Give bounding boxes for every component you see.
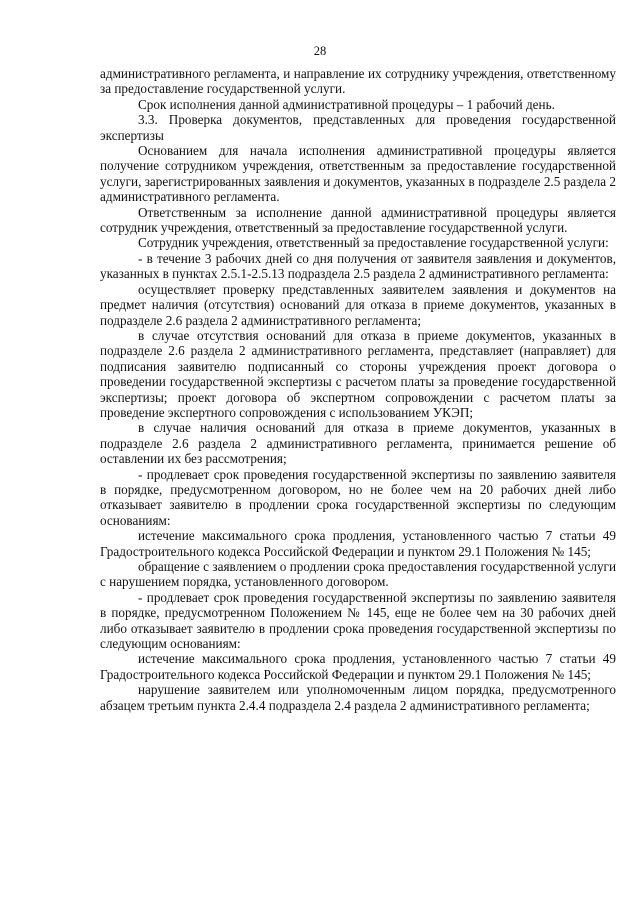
paragraph-deadline: Срок исполнения данной административной процедуры – 1 рабочий день. xyxy=(138,96,555,112)
section-heading-3-3: 3.3. Проверка документов, представленных для проведения государственной экспертизы xyxy=(100,112,616,143)
paragraph-responsible: Ответственным за исполнение данной административной процедуры является сотрудник учреждения, ответственный за предоставление государственной услуги. xyxy=(100,204,616,236)
paragraph-max-extension-1: истечение максимального срока продления, установленного частью 7 статьи 49 Градостроительного кодекса Российской Федерации и пунктом 29.1 Положения № 145; xyxy=(100,528,616,559)
paragraph-employee-duties: Сотрудник учреждения, ответственный за предоставление государственной услуги: xyxy=(138,235,609,251)
page-body xyxy=(100,66,616,713)
paragraph-continuation: административного регламента, и направление их сотруднику учреждения, ответственному за предоставление государственной услуги. xyxy=(100,66,616,97)
paragraph-violation-contract: обращение с заявлением о продлении срока предоставления государственной услуги с нарушением порядка, установленного договором. xyxy=(100,559,616,590)
paragraph-max-extension-2: истечение максимального срока продления, установленного частью 7 статьи 49 Градостроительного кодекса Российской Федерации и пунктом 29.1 Положения № 145; xyxy=(100,651,616,682)
page-number: 28 xyxy=(313,44,327,58)
paragraph-grounds-refusal: в случае наличия оснований для отказа в приеме документов, указанных в подразделе 2.6 раздела 2 административного регламента, принимается решение об оставлении их без рассмотрения; xyxy=(100,420,616,467)
list-item-extend-30-days: - продлевает срок проведения государственной экспертизы по заявлению заявителя в порядке, предусмотренном Положением № 145, еще не более чем на 30 рабочих дней либо отказывает заявителю в продлении срока проведения государственной экспертизы по следующим основаниям: xyxy=(100,589,616,652)
list-item-three-days: - в течение 3 рабочих дней со дня получения от заявителя заявления и документов, указанных в пунктах 2.5.1-2.5.13 подраздела 2.5 раздела 2 административного регламента: xyxy=(100,250,616,282)
paragraph-violation-order: нарушение заявителем или уполномоченным лицом порядка, предусмотренного абзацем третьим пункта 2.4.4 подраздела 2.4 раздела 2 административного регламента; xyxy=(100,682,616,713)
list-item-extend-20-days: - продлевает срок проведения государственной экспертизы по заявлению заявителя в порядке, предусмотренном договором, но не более чем на 20 рабочих дней либо отказывает заявителю в продлении срока государственной экспертизы по следующим основаниям: xyxy=(100,466,616,528)
paragraph-basis: Основанием для начала исполнения административной процедуры является получение сотрудником учреждения, ответственным за предоставление государственной услуги, зарегистрированных заявления и документов, указанных в подразделе 2.5 раздела 2 административного регламента. xyxy=(100,143,616,205)
paragraph-no-grounds-refusal: в случае отсутствия оснований для отказа в приеме документов, указанных в подразделе 2.6 раздела 2 административного регламента, представляет (направляет) для подписания заявителю подписанный со стороны учреждения проект договора о проведении государственной экспертизы с расчетом платы за проведение государственной экспертизы; проект договора об экспертном сопровождении с расчетом платы за проведение экспертного сопровождения с использованием УКЭП; xyxy=(100,327,616,420)
paragraph-check-documents: осуществляет проверку представленных заявителем заявления и документов на предмет наличия (отсутствия) оснований для отказа в приеме документов, указанных в подразделе 2.6 раздела 2 административного регламента; xyxy=(100,281,616,328)
